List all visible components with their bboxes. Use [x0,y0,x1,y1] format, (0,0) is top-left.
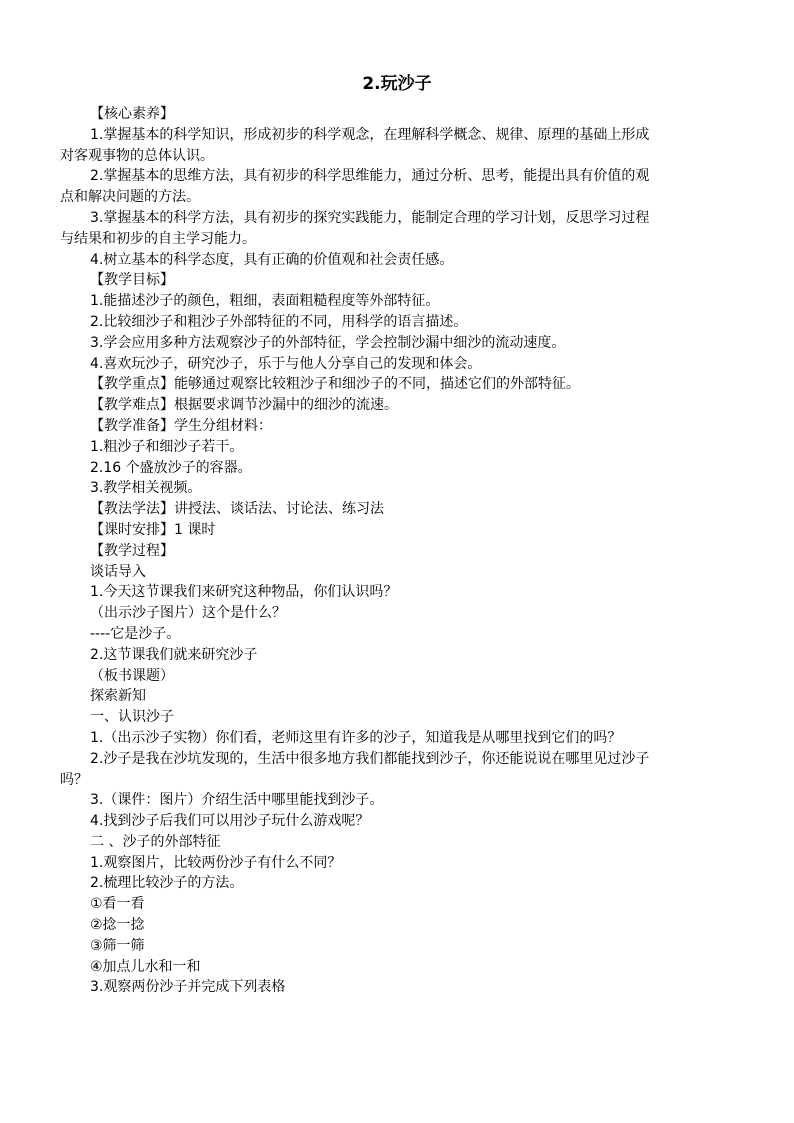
subheading-intro: 谈话导入 [90,563,146,580]
subheading-know-sand: 一、认识沙子 [90,709,174,726]
text-line: 2.梳理比较沙子的方法。 [90,875,244,892]
text-line: 1.观察图片，比较两份沙子有什么不同？ [90,854,342,871]
section-heading-key-point: 【教学重点】能够通过观察比较粗沙子和细沙子的不同，描述它们的外部特征。 [90,376,580,393]
section-heading-schedule: 【课时安排】1 课时 [90,521,216,538]
section-heading-core: 【核心素养】 [90,106,174,122]
section-heading-difficulty: 【教学难点】根据要求调节沙漏中的细沙的流速。 [90,397,398,414]
section-heading-preparation: 【教学准备】学生分组材料： [90,417,272,434]
text-line: 3.学会应用多种方法观察沙子的外部特征，学会控制沙漏中细沙的流动速度。 [90,334,566,351]
text-line: 1.今天这节课我们来研究这种物品，你们认识吗？ [90,584,398,601]
text-line: ----它是沙子。 [90,625,181,642]
list-item: ④加点儿水和一和 [90,958,201,975]
text-line: 3.掌握基本的科学方法，具有初步的探究实践能力，能制定合理的学习计划，反思学习过程 [90,209,650,226]
text-line: （板书课题） [90,667,174,684]
text-line: 与结果和初步的自主学习能力。 [60,230,256,247]
subheading-explore: 探索新知 [90,688,146,705]
text-line: 3.观察两份沙子并完成下列表格 [90,979,286,996]
text-line: 2.掌握基本的思维方法，具有初步的科学思维能力，通过分析、思考，能提出具有价值的观 [90,168,650,185]
text-line: 吗？ [60,771,88,788]
text-line: 对客观事物的总体认识。 [60,147,214,164]
subheading-features: 二 、沙子的外部特征 [90,833,221,850]
text-line: 2.16 个盛放沙子的容器。 [90,459,252,476]
section-heading-goals: 【教学目标】 [90,272,174,289]
text-line: 4.喜欢玩沙子，研究沙子，乐于与他人分享自己的发现和体会。 [90,355,482,372]
text-line: 1.能描述沙子的颜色，粗细，表面粗糙程度等外部特征。 [90,293,440,310]
text-line: 3.教学相关视频。 [90,480,202,497]
page-title: 2.玩沙子 [362,74,432,94]
list-item: ①看一看 [90,896,145,913]
text-line: （出示沙子图片）这个是什么？ [90,605,286,622]
section-heading-process: 【教学过程】 [90,542,174,559]
text-line: 2.沙子是我在沙坑发现的，生活中很多地方我们都能找到沙子，你还能说说在哪里见过沙子 [90,750,650,767]
section-heading-methods: 【教法学法】讲授法、谈话法、讨论法、练习法 [90,501,384,518]
list-item: ③筛一筛 [90,937,145,954]
text-line: 2.这节课我们就来研究沙子 [90,646,258,663]
text-line: 4.树立基本的科学态度，具有正确的价值观和社会责任感。 [90,251,454,268]
document-body [60,104,730,998]
text-line: 4.找到沙子后我们可以用沙子玩什么游戏呢？ [90,813,370,830]
text-line: 点和解决问题的方法。 [60,189,200,206]
list-item: ②捻一捻 [90,917,145,934]
text-line: 1.掌握基本的科学知识，形成初步的科学观念，在理解科学概念、规律、原理的基础上形成 [90,126,650,143]
text-line: 1.（出示沙子实物）你们看，老师这里有许多的沙子，知道我是从哪里找到它们的吗？ [90,729,622,746]
text-line: 3.（课件：图片）介绍生活中哪里能找到沙子。 [90,792,384,809]
text-line: 2.比较细沙子和粗沙子外部特征的不同，用科学的语言描述。 [90,313,468,330]
text-line: 1.粗沙子和细沙子若干。 [90,438,244,455]
